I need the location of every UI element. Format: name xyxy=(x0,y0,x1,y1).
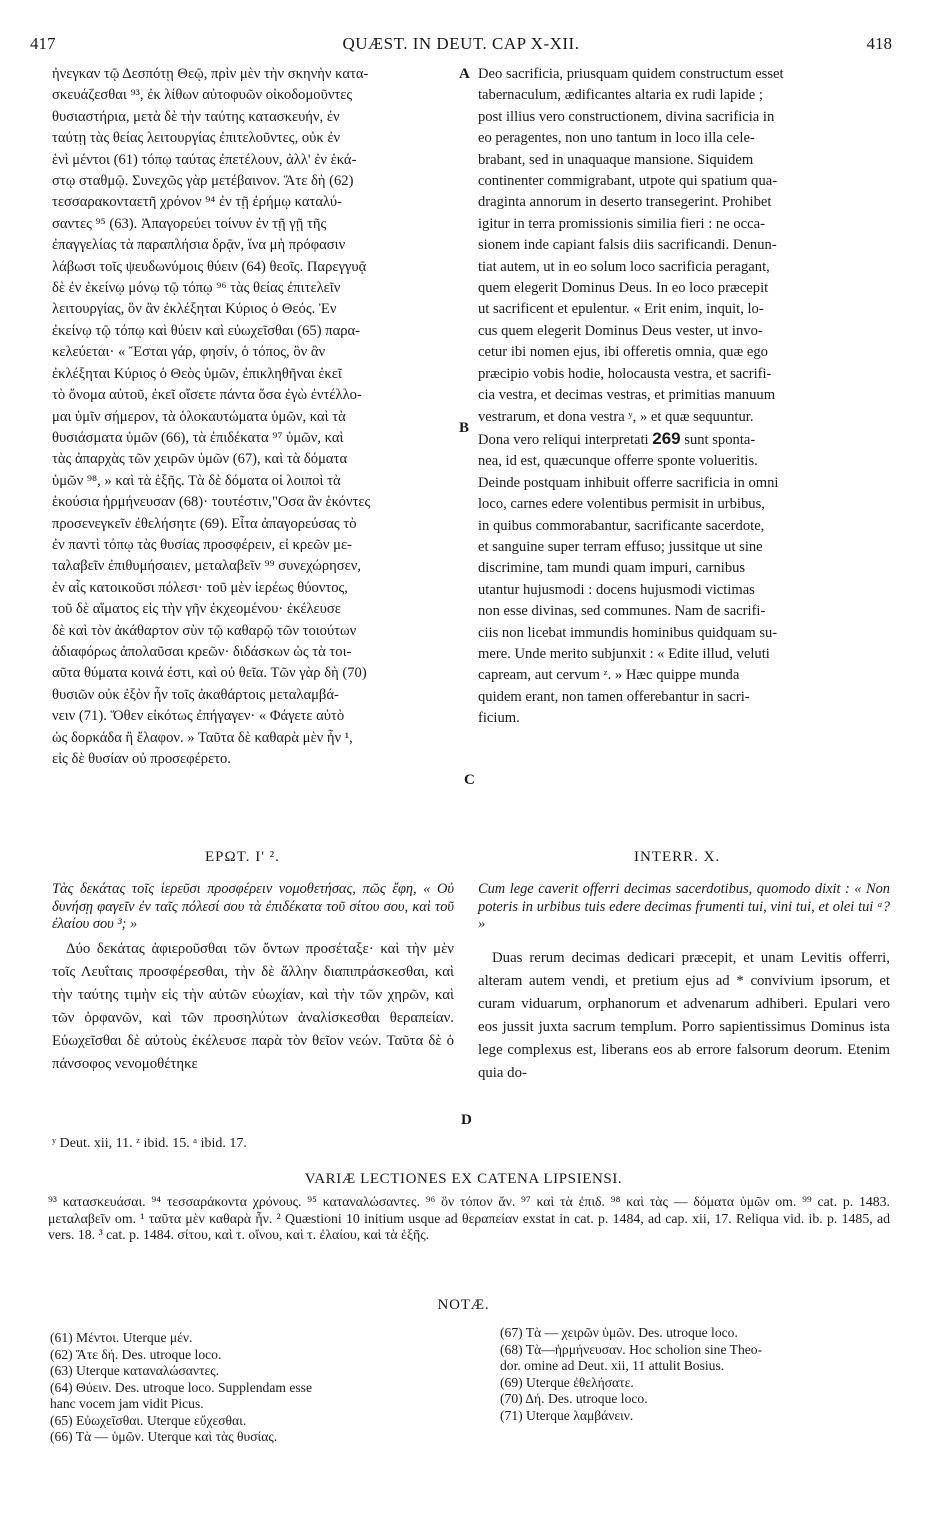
greek-text-line: ἐν παντὶ τόπῳ τὰς θυσίας προσφέρειν, εἰ κρεῶν με- xyxy=(52,536,352,553)
greek-answer-text: Δύο δεκάτας ἀφιεροῦσθαι τῶν ὄντων προσέταξε· καὶ τὴν μὲν τοῖς Λευΐταις προσφέρεσθαι, τὴν δὲ ἄλλην διαπιπράσκεσθαι, καὶ τὴν ταύτης τιμὴν εἰς τὴν αὐτῶν εὐωχίαν, καὶ τὴν τῶν χηρῶν, καὶ τῶν ὀρφανῶν, καὶ τῶν προσηλύτων ἀναλίσκεσθαι θεραπείαν. Εὐωχεῖσθαι δὲ αὐτοὺς ἐκέλευσε παρὰ τὸν θεῖον νεών. Ταῦτα δὲ ὁ πάνσοφος νενομοθέτηκε xyxy=(52,941,454,1072)
greek-question: Τὰς δεκάτας τοῖς ἱερεῦσι προσφέρειν νομοθετήσας, πῶς ἔφη, « Οὐ δυνήσῃ φαγεῖν ἐν ταῖς πόλεσί σου τὰ ἐπιδέκατα τοῦ σίτου σου, καὶ τοῦ ἐλαίου σου ³; » xyxy=(52,881,454,932)
note-item: (62) Ἅτε δή. Des. utroque loco. xyxy=(50,1346,222,1362)
greek-text-line: ὡς δορκάδα ἢ ἔλαφον. » Ταῦτα δὲ καθαρὰ μὲν ἦν ¹, xyxy=(52,729,353,746)
greek-text-line: σαντες ⁹⁵ (63). Ἀπαγορεύει τοίνυν ἐν τῇ γῇ τῆς xyxy=(52,215,327,232)
right-page-number: 418 xyxy=(866,34,892,53)
variae-lectiones-heading: VARIÆ LECTIONES EX CATENA LIPSIENSI. xyxy=(304,1171,623,1187)
note-item: (66) Τὰ — ὑμῶν. Uterque καὶ τὰς θυσίας. xyxy=(50,1429,278,1444)
scripture-references: ʸ Deut. xii, 11. ᶻ ibid. 15. ᵃ ibid. 17. xyxy=(52,1136,247,1151)
greek-text-line: αῦτα θύματα κοινά ἐστι, καὶ οὐ θεῖα. Τῶν γὰρ δὴ (70) xyxy=(52,665,367,682)
latin-column-top xyxy=(478,64,890,730)
latin-text-line: draginta annorum in deserto transegerint. Prohibet xyxy=(478,194,772,211)
latin-text-line: continenter commigrabant, utpote qui spatium qua- xyxy=(478,173,778,190)
greek-text-line: λειτουργίας, ὃν ἂν ἐκλέξηται Κύριος ὁ Θεός. Ἐν xyxy=(52,301,337,318)
greek-text-line: στῳ σταθμῷ. Συνεχῶς γὰρ μετέβαινον. Ἅτε δὴ (62) xyxy=(52,173,354,190)
greek-text-line: ταύτῃ τὰς θείας λειτουργίας ἐπιτελοῦντες, οὐκ ἐν xyxy=(52,130,341,147)
latin-text-line: præcipio vobis hodie, holocausta vestra, et sacrifi- xyxy=(478,365,772,382)
latin-text-line: loco, carnes edere volentibus permisit in urbibus, xyxy=(478,496,765,513)
greek-text-line: δὲ καὶ τὸν ἀκάθαρτον σὺν τῷ καθαρῷ τῶν τοιούτων xyxy=(52,622,357,639)
old-page-number: 269 xyxy=(652,428,681,448)
latin-text-line: et sanguine super terram effuso; jussitque ut sine xyxy=(478,538,763,555)
greek-text-line: ἑκούσια ἡρμήνευσαν (68)· τουτέστιν,"Οσα ἂν ἑκόντες xyxy=(52,494,371,511)
latin-text-line: Deinde postquam inhibuit offerre sacrificia in omni xyxy=(478,474,779,491)
latin-text-line: post illius vero constructionem, divina sacrificia in xyxy=(478,108,775,125)
note-item: (71) Uterque λαμβάνειν. xyxy=(500,1407,634,1423)
note-item: (65) Εὐωχεῖσθαι. Uterque εὔχεσθαι. xyxy=(50,1412,247,1428)
latin-text-line: nea, id est, quæcunque offerre sponte volueritis. xyxy=(478,453,758,470)
greek-text-line: ἐν αἷς κατοικοῦσι πόλεσι· τοῦ μὲν ἱερέως θύοντος, xyxy=(52,579,348,596)
note-item: (63) Uterque καταναλώσαντες. xyxy=(50,1363,220,1378)
note-item: (69) Uterque ἐθελήσατε. xyxy=(500,1374,634,1390)
greek-column-top xyxy=(52,64,454,770)
latin-text-line: ciis non licebat immundis hominibus quidquam su- xyxy=(478,624,778,641)
latin-text-line: mere. Unde merito subjunxit : « Edite illud, veluti xyxy=(478,645,770,662)
latin-text-line: utantur hujusmodi : docens hujusmodi victimas xyxy=(478,581,755,598)
greek-text-line: ἑνὶ μέντοι (61) τόπῳ ταύτας ἐπετέλουν, ἀλλ' ἐν ἑκά- xyxy=(52,151,357,168)
greek-text-line: εἰς δὲ θυσίαν οὐ προσεφέρετο. xyxy=(52,751,231,767)
latin-text-line: capream, aut cervum ᶻ. » Hæc quippe munda xyxy=(478,667,740,684)
greek-text-line: τεσσαρακονταετῆ χρόνον ⁹⁴ ἐν τῇ ἐρήμῳ καταλύ- xyxy=(52,194,342,211)
latin-text-line: quem elegerit Dominus Deus. In eo loco præcepit xyxy=(478,280,769,297)
latin-text-line: non esse divinas, sed communes. Nam de sacrifi- xyxy=(478,603,766,620)
greek-text-line: τὰς ἀπαρχὰς τῶν χειρῶν ὑμῶν (67), καὶ τὰ δόματα xyxy=(52,451,348,468)
latin-text-line: in quibus commorabantur, sacrificante sacerdote, xyxy=(478,517,765,534)
greek-text-line: δὲ ἐν ἐκείνῳ μόνῳ τῷ τόπῳ ⁹⁶ τὰς θείας ἐπιτελεῖν xyxy=(52,280,341,297)
latin-text-line: ut sacrificent et epulentur. « Erit enim, inquit, lo- xyxy=(478,301,764,318)
notes-right-column xyxy=(500,1325,892,1424)
greek-text-line: νειν (71). Ὅθεν εἰκότως ἐπήγαγεν· « Φάγετε αὐτὸ xyxy=(52,708,345,725)
latin-text-line: Deo sacrificia, priusquam quidem constructum esset xyxy=(478,66,784,82)
greek-text-line: θυσιαστήρια, μετὰ δὲ τὴν ταύτης κατασκευήν, ἐν xyxy=(52,108,340,125)
latin-text-line: vestrarum, et dona vestra ʸ, » et quæ sequuntur. xyxy=(478,408,754,425)
latin-text-line: cus quem elegerit Dominus Deus vester, ut invo- xyxy=(478,322,763,339)
note-item: dor. omine ad Deut. xii, 11 attulit Bosius. xyxy=(500,1358,725,1373)
greek-text-line: μαι ὑμῖν σήμερον, τὰ ὁλοκαυτώματα ὑμῶν, καὶ τὰ xyxy=(52,408,346,425)
greek-text-line: λάβωσι τοῖς ψευδωνύμοις θύειν (64) θεοῖς. Παρεγγυᾷ xyxy=(52,258,367,275)
greek-text-line: σκευάζεσθαι ⁹³, ἐκ λίθων αὐτοφυῶν οἰκοδομοῦντες xyxy=(52,87,353,104)
greek-text-line: θυσιάσματα ὑμῶν (66), τὰ ἐπιδέκατα ⁹⁷ ὑμῶν, καὶ xyxy=(52,429,344,446)
latin-text-line: Dona vero reliqui interpretati 269 sunt sponta- xyxy=(478,428,756,448)
latin-text-line: eo peragentes, non uno tantum in loco illa cele- xyxy=(478,130,755,147)
note-item: (64) Θύειν. Des. utroque loco. Supplendam esse xyxy=(50,1379,312,1395)
greek-text-line: ταλαβεῖν ἐπιθυμήσαιεν, μεταλαβεῖν ⁹⁹ συνεχώρησεν, xyxy=(52,558,361,575)
latin-text-line: ficium. xyxy=(478,710,520,727)
latin-text-line: quidem erant, non tamen offerebantur in sacri- xyxy=(478,688,750,705)
note-item: (61) Μέντοι. Uterque μέν. xyxy=(50,1330,193,1345)
margin-marker-b: B xyxy=(459,420,470,436)
note-item: (67) Τὰ — χειρῶν ὑμῶν. Des. utroque loco. xyxy=(500,1325,738,1340)
latin-answer xyxy=(478,947,890,1085)
latin-text-line: cia vestra, et decimas vestras, et primitias manuum xyxy=(478,387,776,404)
greek-answer xyxy=(52,938,454,1076)
note-item: (68) Τὰ—ἡρμήνευσαν. Hoc scholion sine Theo- xyxy=(500,1341,763,1357)
greek-text-line: κελεύεται· « Ἔσται γάρ, φησίν, ὁ τόπος, ὃν ἂν xyxy=(52,344,326,361)
latin-text-line: sionem inde capiant falsis diis sacrificandi. Denun- xyxy=(478,237,777,254)
running-header xyxy=(30,34,892,60)
latin-text-line: igitur in terra promissionis similia fieri : ne occa- xyxy=(478,215,765,232)
latin-answer-text: Duas rerum decimas dedicari præcepit, et unam Levitis offerri, alteram autem vendi, et pretium ejus ad * convivium ipsorum, et curam viduarum, orphanorum et advenarum adhiberi. Epulari vero eos jussit juxta sacrum templum. Porro sapientissimus Dominus ista lege complexus est, liberans eos ab errore falsorum deorum. Etenim quia do- xyxy=(478,950,890,1081)
latin-question-heading: INTERR. X. xyxy=(634,849,721,865)
greek-text-line: ἐκλέξηται Κύριος ὁ Θεὸς ὑμῶν, ἐπικληθῆναι ἐκεῖ xyxy=(52,365,342,382)
left-page-number: 417 xyxy=(30,34,56,53)
note-item: hanc vocem jam vidit Picus. xyxy=(50,1396,204,1411)
greek-text-line: τοῦ δὲ αἵματος εἰς τὴν γῆν ἐκχεομένου· ἐκέλευσε xyxy=(52,601,341,618)
greek-text-line: ἀδιαφόρως ἀπολαῦσαι κρεῶν· διδάσκων ὡς τὰ τοι- xyxy=(52,643,352,660)
latin-question: Cum lege caverit offerri decimas sacerdotibus, quomodo dixit : « Non poteris in urbibus tuis edere decimas frumenti tui, vini tui, et olei tui ᵃ? » xyxy=(478,881,890,932)
greek-text-line: ἐκείνῳ τῷ τόπῳ καὶ θύειν καὶ εὐωχεῖσθαι (65) παρα- xyxy=(52,322,361,339)
latin-text-line: brabant, sed in unaquaque mansione. Siquidem xyxy=(478,151,754,168)
latin-text-line: discrimine, tam mundi quam impuri, carnibus xyxy=(478,560,746,577)
latin-text-line: cetur ibi nomen ejus, ibi offeretis omnia, quæ ego xyxy=(478,344,768,361)
greek-question-heading: ΕΡΩΤ. Ι' ². xyxy=(205,849,280,865)
latin-text-line: tiat autem, ut in eo solum loco sacrificia peragant, xyxy=(478,258,770,275)
greek-text-line: ἠνεγκαν τῷ Δεσπότῃ Θεῷ, πρὶν μὲν τὴν σκηνὴν κατα- xyxy=(52,66,369,82)
notae-heading: NOTÆ. xyxy=(437,1297,490,1313)
greek-text-line: ὑμῶν ⁹⁸, » καὶ τὰ ἑξῆς. Τὰ δὲ δόματα οἱ λοιποὶ τὰ xyxy=(52,472,341,489)
greek-text-line: τὸ ὄνομα αὐτοῦ, ἐκεῖ οἴσετε πάντα ὅσα ἐγὼ ἐντέλλο- xyxy=(52,387,362,404)
greek-text-line: ἐπαγγελίας τὰ παραπλήσια δρᾷν, ἵνα μὴ πρόφασιν xyxy=(52,237,346,254)
margin-marker-c: C xyxy=(464,772,475,788)
notes-left-column xyxy=(50,1330,470,1446)
latin-text-line: tabernaculum, ædificantes altaria ex rudi lapide ; xyxy=(478,87,763,104)
variae-lectiones-text: ⁹³ κατασκευάσαι. ⁹⁴ τεσσαράκοντα χρόνους. ⁹⁵ καταναλώσαντες. ⁹⁶ ὃν τόπον ἄν. ⁹⁷ καὶ τὰ ἐπιδ. ⁹⁸ καὶ τὰς — δόματα ὑμῶν om. ⁹⁹ cat. p. 1483. μεταλαβεῖν om. ¹ ταῦτα μὲν καθαρὰ ἦν. ² Quæstioni 10 initium usque ad θεραπείαν exstat in cat. p. 1484, ad cap. xii, 17. Reliqua vid. ib. p. 1485, ad vers. 18. ³ cat. p. 1484. σίτου, καὶ τ. οἴνου, καὶ τ. ἐλαίου, καὶ τὰ ἑξῆς. xyxy=(48,1194,890,1242)
running-title: QUÆST. IN DEUT. CAP X-XII. xyxy=(342,34,580,53)
greek-text-line: προσενεγκεῖν ἐθελήσητε (69). Εἶτα ἀπαγορεύσας τὸ xyxy=(52,515,357,532)
greek-text-line: θυσιῶν οὐκ ἐξὸν ἦν τοῖς ἀκαθάρτοις μεταλαμβά- xyxy=(52,686,339,703)
margin-marker-a: A xyxy=(459,66,470,82)
note-item: (70) Δή. Des. utroque loco. xyxy=(500,1391,648,1406)
margin-marker-d: D xyxy=(461,1112,472,1128)
